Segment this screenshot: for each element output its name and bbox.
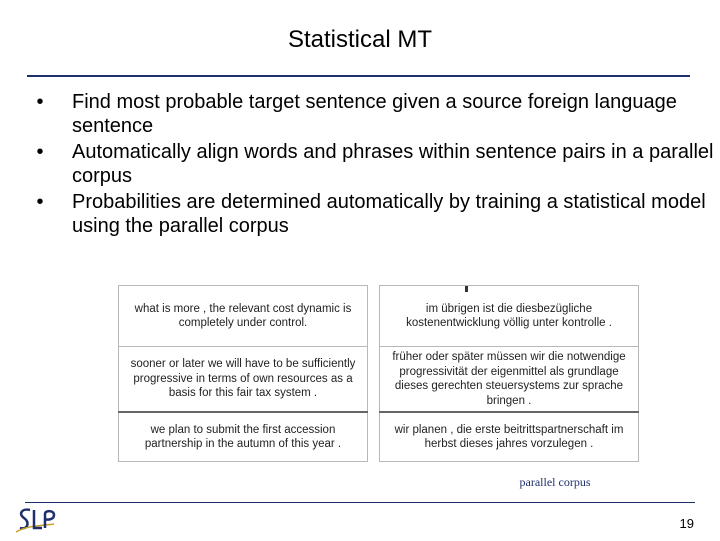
german-sentence: im übrigen ist die diesbezügliche kostenentwicklung völlig unter kontrolle . (380, 286, 639, 347)
english-sentence: we plan to submit the first accession partnership in the autumn of this year . (119, 412, 368, 462)
bullet-glyph: • (36, 141, 44, 163)
bullet-item (30, 90, 718, 138)
bullet-glyph: • (36, 91, 44, 113)
figure-caption: parallel corpus (519, 475, 591, 489)
title-divider (27, 75, 690, 77)
parallel-corpus-table (118, 285, 639, 462)
bullet-item (30, 190, 718, 238)
footer-divider (25, 502, 695, 503)
german-sentence: früher oder später müssen wir die notwendige progressivität der eigenmittel als grundlage dieses gerechten steuersystems zur sprache bringen . (380, 347, 639, 413)
english-sentence: what is more , the relevant cost dynamic is completely under control. (119, 286, 368, 347)
english-sentence: sooner or later we will have to be sufficiently progressive in terms of own resources as a basis for this fair tax system . (119, 347, 368, 413)
bullet-text: Automatically align words and phrases within sentence pairs in a parallel corpus (72, 141, 714, 187)
slp-logo-mark (14, 506, 58, 536)
parallel-corpus-figure (118, 285, 638, 471)
column-gap (368, 347, 380, 413)
slide-title: Statistical MT (287, 26, 433, 53)
bullet-text: Probabilities are determined automatically by training a statistical model using the parallel corpus (72, 191, 706, 237)
bullet-glyph: • (36, 191, 44, 213)
page-number: 19 (679, 516, 694, 531)
bullet-list (30, 90, 718, 240)
column-gap (368, 286, 380, 347)
bullet-item (30, 140, 718, 188)
table-row (119, 412, 639, 462)
table-row (119, 347, 639, 413)
slp-logo (14, 506, 58, 536)
column-gap (368, 412, 380, 462)
table-row (119, 286, 639, 347)
bullet-text: Find most probable target sentence given a source foreign language sentence (72, 91, 677, 137)
german-sentence: wir planen , die erste beitrittspartnerschaft im herbst dieses jahres vorzulegen . (380, 412, 639, 462)
